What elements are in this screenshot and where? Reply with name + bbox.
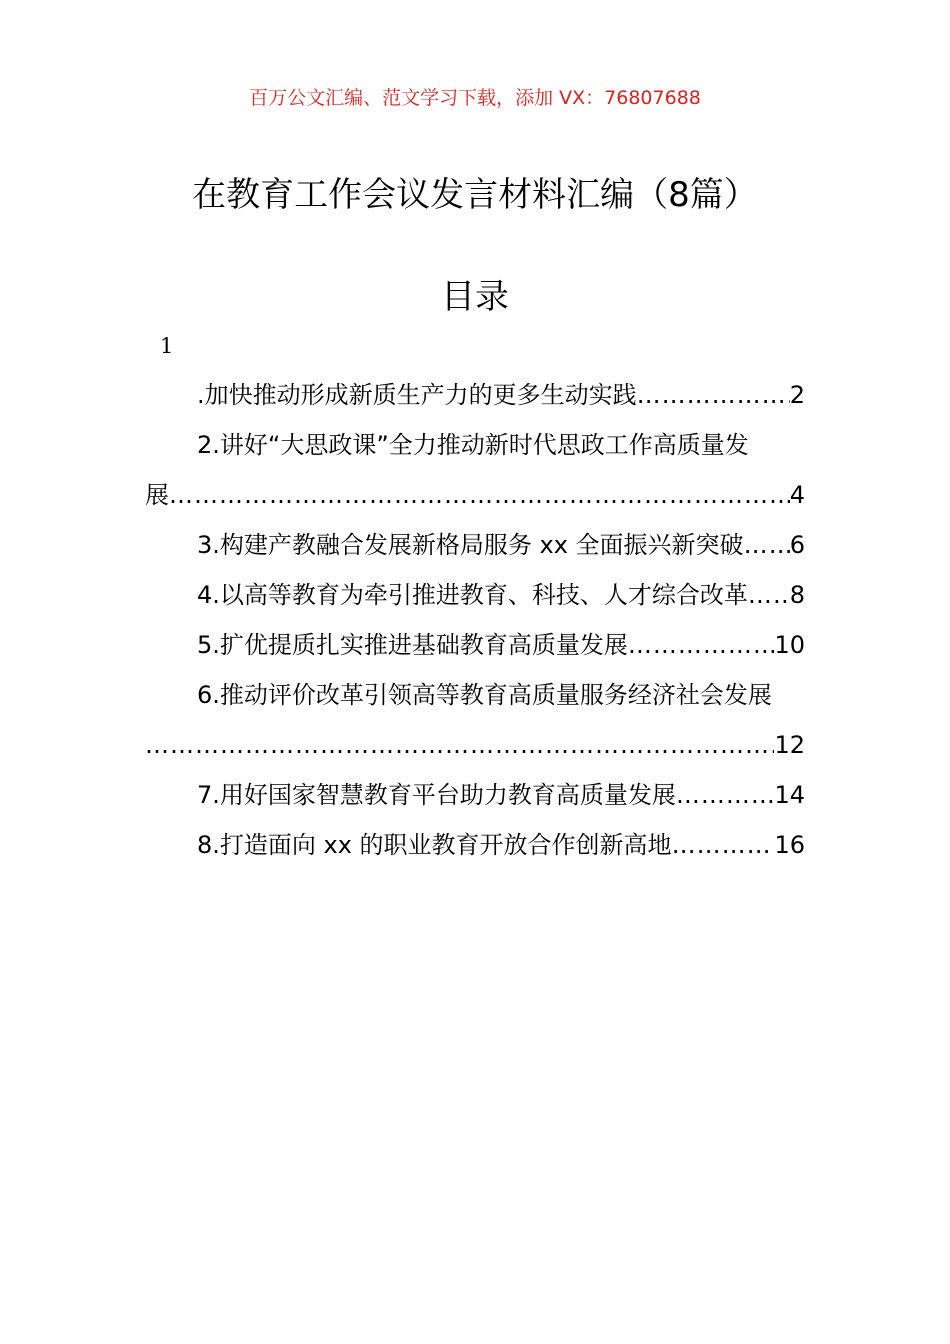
document-title: 在教育工作会议发言材料汇编（8篇） <box>192 175 758 215</box>
toc-page-number: 2 <box>789 381 805 409</box>
toc-entry-2[interactable] <box>145 420 805 520</box>
toc-page-number: 14 <box>774 781 805 809</box>
toc-heading: 目录 <box>441 277 509 317</box>
toc-entry-1[interactable] <box>145 370 805 420</box>
toc-entry-7[interactable] <box>145 770 805 820</box>
header-note: 百万公文汇编、范文学习下载，添加 VX：76807688 <box>249 87 701 109</box>
toc-leader <box>628 620 775 670</box>
toc-entry-text: 7.用好国家智慧教育平台助力教育高质量发展 <box>197 781 676 809</box>
toc-entry-5[interactable] <box>145 620 805 670</box>
toc-leader <box>637 370 790 420</box>
table-of-contents <box>145 370 805 870</box>
toc-entry-3[interactable] <box>145 520 805 570</box>
toc-entry-text-continued: 展 <box>145 481 169 509</box>
toc-entry-text: .加快推动形成新质生产力的更多生动实践 <box>197 381 637 409</box>
toc-leader <box>169 470 790 520</box>
toc-entry-text: 3.构建产教融合发展新格局服务 xx 全面振兴新突破 <box>197 531 744 559</box>
toc-entry-4[interactable] <box>145 570 805 620</box>
toc-page-number: 12 <box>774 731 805 759</box>
toc-page-number: 10 <box>774 631 805 659</box>
toc-entry-text: 5.扩优提质扎实推进基础教育高质量发展 <box>197 631 628 659</box>
toc-page-number: 6 <box>789 531 805 559</box>
toc-page-number: 4 <box>789 481 805 509</box>
toc-page-number: 16 <box>774 831 805 859</box>
toc-entry-text: 2.讲好“大思政课”全力推动新时代思政工作高质量发 <box>197 431 749 459</box>
toc-leader <box>672 820 775 870</box>
toc-entry-text: 4.以高等教育为牵引推进教育、科技、人才综合改革 <box>197 581 748 609</box>
toc-entry-8[interactable] <box>145 820 805 870</box>
toc-entry-6[interactable] <box>145 670 805 770</box>
toc-entry-text: 6.推动评价改革引领高等教育高质量服务经济社会发展 <box>197 681 772 709</box>
toc-page-number: 8 <box>789 581 805 609</box>
page-marker: 1 <box>160 334 174 358</box>
toc-leader <box>744 520 790 570</box>
toc-entry-text: 8.打造面向 xx 的职业教育开放合作创新高地 <box>197 831 672 859</box>
toc-leader <box>676 770 775 820</box>
toc-leader <box>748 570 790 620</box>
toc-leader <box>145 720 774 770</box>
